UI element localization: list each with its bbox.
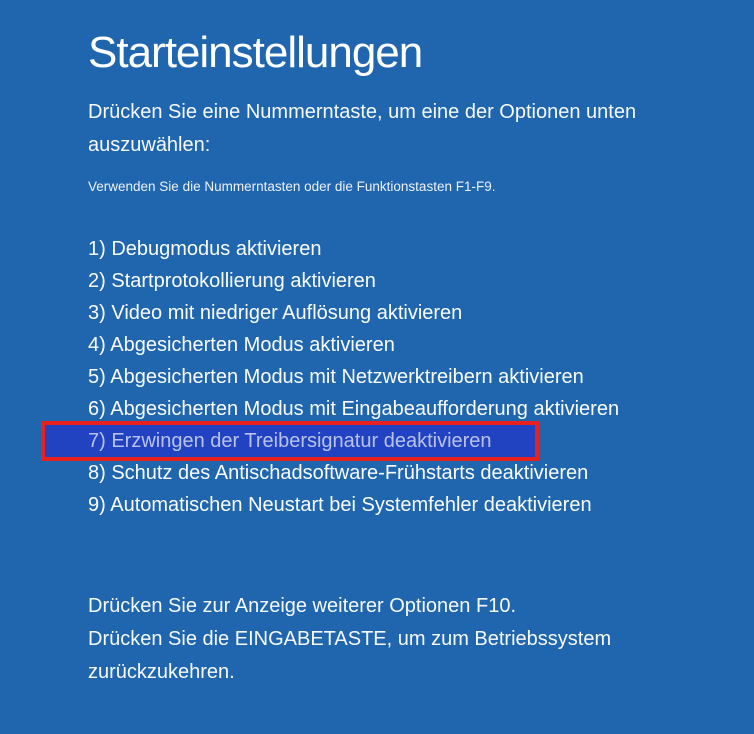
option-row-5[interactable] bbox=[0, 361, 754, 393]
options-list bbox=[0, 233, 754, 521]
option-row-1[interactable] bbox=[0, 233, 754, 265]
option-label-3: 3) Video mit niedriger Auflösung aktivieren bbox=[88, 302, 463, 324]
option-label-4: 4) Abgesicherten Modus aktivieren bbox=[88, 334, 395, 356]
option-row-9[interactable] bbox=[0, 489, 754, 521]
intro-line-1: Drücken Sie eine Nummerntaste, um eine der Optionen unten bbox=[88, 101, 637, 123]
option-label-2: 2) Startprotokollierung aktivieren bbox=[88, 270, 376, 292]
footer-line-3: zurückzukehren. bbox=[88, 661, 235, 683]
intro-line-2: auszuwählen: bbox=[88, 134, 211, 156]
option-label-9: 9) Automatischen Neustart bei Systemfehler deaktivieren bbox=[88, 494, 592, 516]
option-label-1: 1) Debugmodus aktivieren bbox=[88, 238, 322, 260]
option-label-5: 5) Abgesicherten Modus mit Netzwerktreibern aktivieren bbox=[88, 366, 584, 388]
option-row-2[interactable] bbox=[0, 265, 754, 297]
option-row-3[interactable] bbox=[0, 297, 754, 329]
option-row-8[interactable] bbox=[0, 457, 754, 489]
hint-text: Verwenden Sie die Nummerntasten oder die Funktionstasten F1-F9. bbox=[88, 179, 496, 194]
page-title: Starteinstellungen bbox=[88, 28, 423, 77]
footer-line-2: Drücken Sie die EINGABETASTE, um zum Betriebssystem bbox=[88, 628, 612, 650]
footer-instructions bbox=[88, 590, 754, 689]
option-label-8: 8) Schutz des Antischadsoftware-Frühstarts deaktivieren bbox=[88, 462, 589, 484]
option-row-4[interactable] bbox=[0, 329, 754, 361]
option-label-6: 6) Abgesicherten Modus mit Eingabeaufforderung aktivieren bbox=[88, 398, 620, 420]
option-label-7: 7) Erzwingen der Treibersignatur deaktivieren bbox=[88, 430, 492, 452]
footer-line-1: Drücken Sie zur Anzeige weiterer Optionen F10. bbox=[88, 595, 516, 617]
option-row-7-selected[interactable] bbox=[0, 425, 754, 457]
intro-paragraph bbox=[88, 96, 754, 162]
